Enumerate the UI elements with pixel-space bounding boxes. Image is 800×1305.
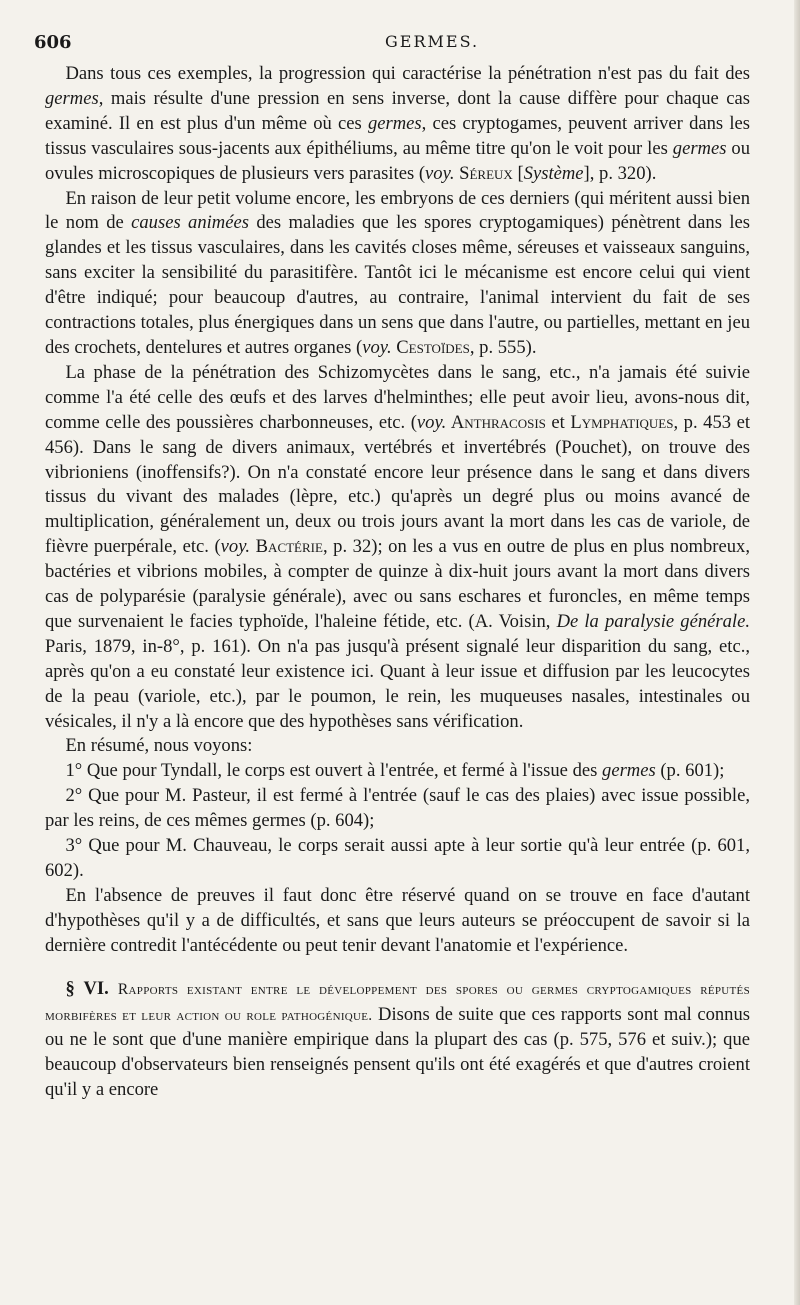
text-span: 1° Que pour Tyndall, le corps est ouvert à l'entrée, et fermé à l'issue des: [65, 760, 603, 782]
paragraph-1: [45, 62, 750, 187]
section-spacer: [45, 959, 750, 977]
page-number: 606: [34, 32, 72, 53]
section-title: Rapports existant entre le développement des spores ou germes cryptogamiques réputés morbifères et leur action ou role pathogénique.: [45, 980, 750, 1024]
section-heading: [45, 977, 750, 1104]
paragraph-2: [45, 187, 750, 361]
italic-span: germes: [367, 112, 422, 134]
smallcaps-span: Bactérie: [250, 536, 323, 558]
italic-span: Système: [523, 162, 584, 184]
text-span: , p. 32); on les a vus en outre de plus en plus nombreux, bactéries et vibrions mobiles, à compter de quinze à dix-huit jours avant la mort dans divers cas de polyparésie (paralysie générale), avec ou sans eschares et furoncles, en même temps que survenaient le facies typhoïde, l'haleine fétide, etc. (A. Voisin,: [45, 536, 750, 632]
text-span: , p. 555).: [469, 336, 537, 358]
italic-span: causes animées: [131, 212, 249, 234]
smallcaps-span: Lymphatiques: [570, 411, 674, 433]
text-span: , ces cryptogames, peuvent arriver dans les tissus vasculaires sous-jacents aux épithéliums, au même titre qu'on le voit pour les: [45, 112, 751, 159]
text-span: La phase de la pénétration des Schizomycètes dans le sang, etc., n'a jamais été suivie comme l'a été celle des œufs et des larves d'helminthes; elle peut avoir lieu, avons-nous dit, comme celle des poussières charbonneuses, etc. (: [45, 361, 750, 433]
paragraph-3: [45, 361, 750, 735]
italic-span: voy.: [362, 336, 392, 358]
section-label: § VI.: [65, 977, 118, 999]
italic-span: De la paralysie générale.: [556, 610, 750, 632]
text-span: et: [545, 411, 571, 433]
list-item-1: [45, 759, 750, 784]
text-span: des maladies que les spores cryptogamiques) pénètrent dans les glandes et les tissus vasculaires, dans les cavités closes même, séreuses et vaisseaux sanguins, sans exciter la sensibilité du parasitifère. Tantôt ici le mécanisme est encore celui qui vient d'être indiqué; pour beaucoup d'autres, au contraire, l'animal intervient du fait de ses contractions totales, plus énergiques dans un sens que dans l'autre, ou partielles, mettant en jeu des crochets, dentelures et autres organes (: [45, 212, 750, 358]
text-span: Dans tous ces exemples, la progression qui caractérise la pénétration n'est pas du fait des: [65, 63, 750, 84]
italic-span: voy.: [425, 162, 455, 184]
list-item-3: 3° Que pour M. Chauveau, le corps serait aussi apte à leur sortie qu'à leur entrée (p. 601, 602).: [45, 835, 750, 881]
italic-span: germes: [672, 137, 727, 159]
page-body: [45, 62, 750, 1103]
italic-span: germes: [602, 760, 656, 782]
text-span: , mais résulte d'une pression en sens inverse, dont la cause diffère pour chaque cas examiné. Il en est plus d'un même où ces: [45, 87, 750, 134]
text-span: [: [517, 162, 524, 184]
text-span: Paris, 1879, in-8°, p. 161). On n'a pas jusqu'à présent signalé leur disparition du sang, etc., après qu'on a eu constaté leur existence ici. Quant à leur issue et diffusion par les leucocytes de la peau (variole, etc.), par le poumon, le rein, les muqueuses nasales, intestinales ou vésicales, il n'y a là encore que des hypothèses sans vérification.: [45, 635, 750, 732]
smallcaps-span: Séreux: [454, 162, 518, 184]
smallcaps-span: Anthracosis: [446, 411, 546, 433]
page-header: [30, 32, 760, 56]
list-item-2: 2° Que pour M. Pasteur, il est fermé à l'entrée (sauf le cas des plaies) avec issue possible, par les reins, de ces mêmes germes (p. 604);: [45, 785, 750, 832]
text-span: (p. 601);: [655, 760, 725, 782]
text-span: , p. 453 et 456). Dans le sang de divers animaux, vertébrés et invertébrés (Pouchet), on trouve des vibrioniens (inoffensifs?). On n'a constaté encore leur présence dans le sang et dans divers tissus du vivant des malades (lèpre, etc.) qu'après un degré plus ou moins avancé de multiplication, généralement un, deux ou trois jours avant la mort dans les cas de variole, de fièvre puerpérale, etc. (: [45, 411, 750, 558]
italic-span: germes: [45, 87, 99, 109]
italic-span: voy.: [416, 411, 447, 433]
italic-span: voy.: [220, 536, 251, 558]
text-span: En raison de leur petit volume encore, les embryons de ces derniers (qui méritent aussi bien le nom de: [45, 187, 750, 234]
page-edge-shadow: [794, 0, 800, 1305]
text-span: ou ovules microscopiques de plusieurs vers parasites (: [45, 137, 750, 184]
section-text: Disons de suite que ces rapports sont mal connus ou ne le sont que d'une manière empirique dans la plupart des cas (p. 575, 576 et suiv.); que beaucoup d'observateurs bien renseignés pensent qu'ils ont été exagérés et que d'autres croient qu'il y a encore: [45, 1003, 750, 1101]
text-span: ], p. 320).: [583, 162, 657, 184]
paragraph-5: En l'absence de preuves il faut donc être réservé quand on se trouve en face d'autant d'hypothèses qu'il y a de difficultés, et sans que leurs auteurs se préoccupent de savoir si la dernière contredit l'antécédente ou peut tenir devant l'anatomie et l'expérience.: [45, 884, 750, 956]
smallcaps-span: Cestoïdes: [391, 336, 470, 358]
running-title: GERMES.: [385, 32, 480, 51]
paragraph-4: En résumé, nous voyons:: [65, 735, 253, 757]
